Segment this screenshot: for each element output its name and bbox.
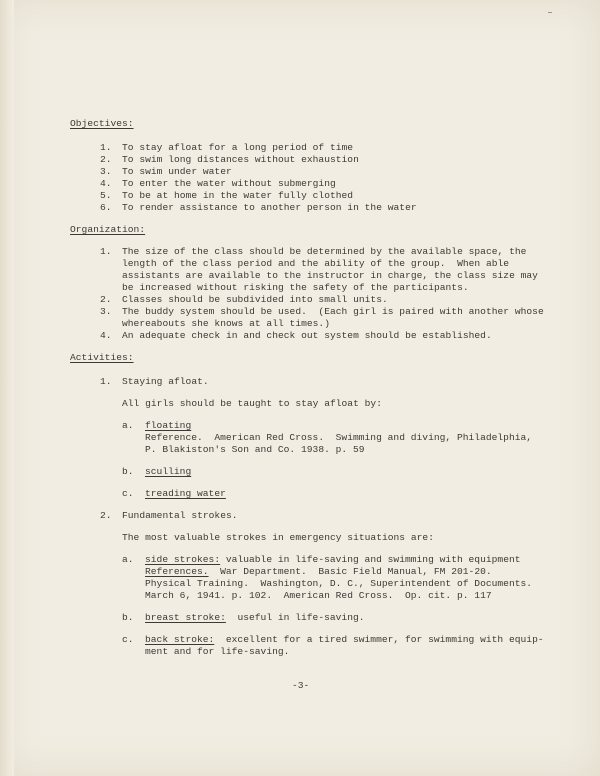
page-fold-shadow [0,0,14,776]
objective-num: 3. [100,166,112,177]
reference-entry [145,566,492,578]
sub-desc: useful in life-saving. [225,612,365,623]
reference-line: Reference. American Red Cross. Swimming and diving, Philadelphia, [145,432,533,443]
organization-line: Classes should be subdivided into small units. [122,294,388,305]
organization-line: be increased without risking the safety of the participants. [122,282,469,293]
organization-line: An adequate check in and check out system should be established. [122,330,492,341]
sub-term: sculling [145,466,192,477]
sub-desc-continued: ment and for life-saving. [145,646,290,657]
organization-num: 3. [100,306,112,317]
sub-entry [145,612,365,624]
objective-num: 6. [100,202,112,213]
page-number: -3- [292,680,310,691]
objective-text: To enter the water without submerging [122,178,336,189]
objective-text: To swim long distances without exhaustion [122,154,359,165]
organization-heading: Organization: [70,224,146,235]
activities-heading: Activities: [70,352,134,363]
sub-term: back stroke: [145,634,215,645]
organization-line: The buddy system should be used. (Each girl is paired with another whose [122,306,544,317]
objective-text: To be at home in the water fully clothed [122,190,354,201]
objective-text: To render assistance to another person in the water [122,202,417,213]
reference-line: March 6, 1941. p. 102. American Red Cross. Op. cit. p. 117 [145,590,492,601]
activity-title: Fundamental strokes. [122,510,238,521]
sub-letter: a. [122,420,134,431]
objective-text: To stay afloat for a long period of time [122,142,354,153]
organization-line: length of the class period and the ability of the group. When able [122,258,510,269]
sub-term: side strokes: [145,554,221,565]
organization-num: 4. [100,330,112,341]
sub-letter: b. [122,612,134,623]
organization-num: 2. [100,294,112,305]
activity-num: 1. [100,376,112,387]
activity-title: Staying afloat. [122,376,209,387]
organization-line: whereabouts she knows at all times.) [122,318,330,329]
reference-line: P. Blakiston's Son and Co. 1938. p. 59 [145,444,365,455]
objectives-heading: Objectives: [70,118,134,129]
reference-line: Physical Training. Washington, D. C., Superintendent of Documents. [145,578,533,589]
reference-label: References. [145,566,209,577]
sub-entry [145,554,521,566]
organization-num: 1. [100,246,112,257]
objective-num: 5. [100,190,112,201]
objective-num: 4. [100,178,112,189]
activity-intro: All girls should be taught to stay afloat by: [122,398,382,409]
sub-letter: b. [122,466,134,477]
objective-num: 1. [100,142,112,153]
activity-intro: The most valuable strokes in emergency situations are: [122,532,434,543]
reference-line: War Department. Basic Field Manual, FM 201-20. [208,566,492,577]
sub-desc: valuable in life-saving and swimming with equipment [220,554,521,565]
sub-desc: excellent for a tired swimmer, for swimming with equip- [214,634,544,645]
organization-line: The size of the class should be determined by the available space, the [122,246,527,257]
activity-num: 2. [100,510,112,521]
sub-term: floating [145,420,192,431]
corner-mark [548,12,552,17]
organization-line: assistants are available to the instructor in charge, the class size may [122,270,538,281]
objective-text: To swim under water [122,166,232,177]
objective-num: 2. [100,154,112,165]
sub-entry [145,634,544,646]
sub-term: breast stroke: [145,612,226,623]
sub-letter: a. [122,554,134,565]
sub-letter: c. [122,634,134,645]
sub-letter: c. [122,488,134,499]
sub-term: treading water [145,488,226,499]
